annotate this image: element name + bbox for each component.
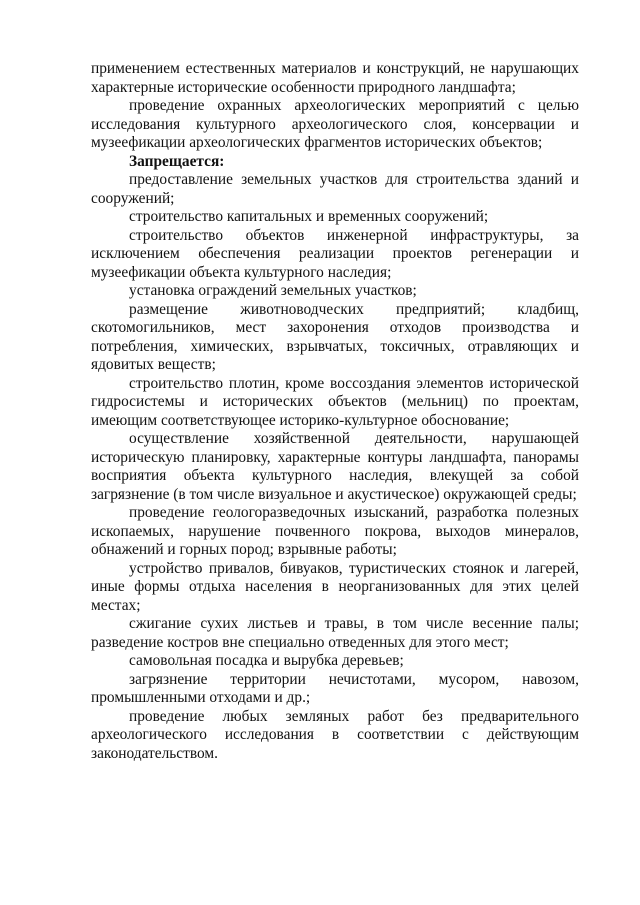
document-body [91, 60, 579, 763]
paragraph-archaeological-measures: проведение охранных археологических мероприятий с целью исследования культурного археологического слоя, консервации и музеефикации археологических фрагментов исторических объектов; [91, 97, 579, 151]
paragraph-economic-activity: осуществление хозяйственной деятельности, нарушающей историческую планировку, характерные контуры ландшафта, панорамы восприятия объекта культурного наследия, влекущей за собой загрязнение (в том числе визуальное и акустическое) окружающей среды; [91, 430, 579, 503]
paragraph-trees: самовольная посадка и вырубка деревьев; [129, 652, 404, 669]
paragraph-earthworks: проведение любых земляных работ без предварительного археологического исследования в соответствии с действующим законодательством. [91, 707, 579, 762]
paragraph-capital-construction: строительство капитальных и временных сооружений; [129, 208, 489, 225]
paragraph-land-plots: предоставление земельных участков для строительства зданий и сооружений; [91, 171, 579, 207]
paragraph-camps: устройство привалов, бивуаков, туристических стоянок и лагерей, иные формы отдыха населения в неорганизованных для этих целей местах; [91, 559, 579, 614]
paragraph-natural-materials: применением естественных материалов и конструкций, не нарушающих характерные исторические особенности природного ландшафта; [91, 60, 579, 96]
paragraph-fences: установка ограждений земельных участков; [129, 282, 417, 299]
paragraph-infrastructure: строительство объектов инженерной инфраструктуры, за исключением обеспечения реализации проектов регенерации и музеефикации объекта культурного наследия; [91, 226, 579, 281]
paragraph-livestock: размещение животноводческих предприятий; кладбищ, скотомогильников, мест захоронения отходов производства и потребления, химических, взрывчатых, токсичных, отравляющих и ядовитых веществ; [91, 300, 579, 373]
paragraph-pollution: загрязнение территории нечистотами, мусором, навозом, промышленными отходами и др.; [91, 670, 579, 706]
paragraph-burning: сжигание сухих листьев и травы, в том числе весенние палы; разведение костров вне специально отведенных для этого мест; [91, 615, 579, 651]
prohibited-heading: Запрещается: [129, 152, 225, 170]
paragraph-dams: строительство плотин, кроме воссоздания элементов исторической гидросистемы и исторических объектов (мельниц) по проектам, имеющим соответствующее историко-культурное обоснование; [91, 374, 579, 429]
paragraph-geology: проведение геологоразведочных изысканий, разработка полезных ископаемых, нарушение почвенного покрова, выходов минералов, обнажений и горных пород; взрывные работы; [91, 504, 579, 558]
